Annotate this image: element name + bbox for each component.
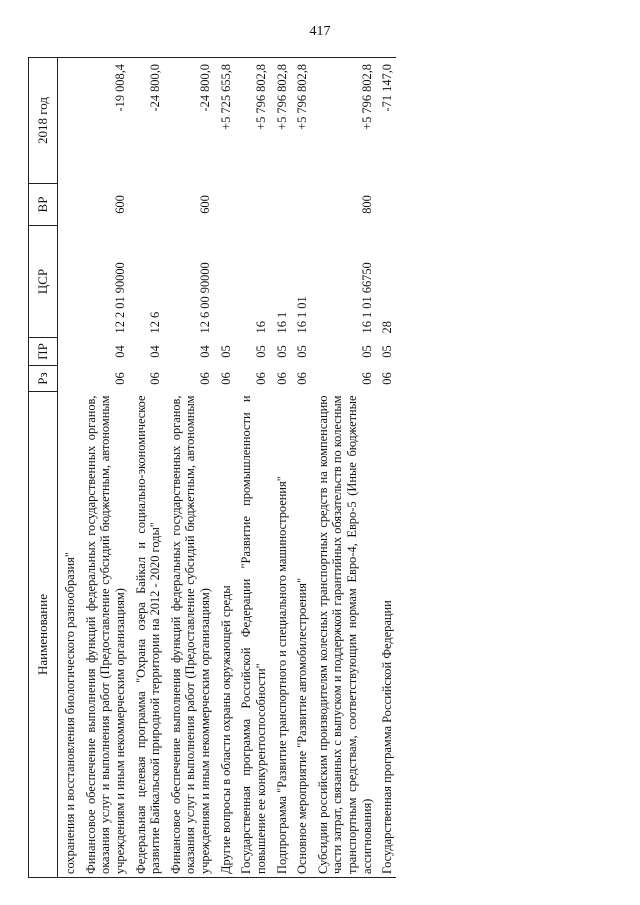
row-value: +5 796 802,8	[290, 58, 311, 184]
row-vr: 600	[112, 195, 127, 214]
row-rz: 06	[218, 372, 233, 385]
row-rz: 06	[198, 372, 212, 385]
table-row	[311, 58, 376, 878]
row-pr: 05	[253, 345, 268, 358]
rotated-table-container	[28, 58, 620, 878]
row-csr: 16 1	[274, 311, 289, 334]
row-vr: 800	[359, 195, 374, 214]
row-rz: 06	[295, 372, 310, 385]
table-header-row	[29, 58, 58, 878]
row-pr: 05	[218, 345, 233, 358]
row-vr	[234, 184, 269, 226]
row-vr	[290, 184, 311, 226]
row-pr: 04	[112, 345, 127, 358]
row-vr	[58, 184, 79, 226]
row-vr: 600	[198, 195, 212, 214]
row-rz	[58, 366, 79, 392]
row-pr: 05	[274, 345, 289, 358]
row-pr: 05	[380, 345, 395, 358]
row-value: -24 800,0	[164, 58, 214, 184]
row-rz: 06	[253, 372, 268, 385]
table-row	[234, 58, 269, 878]
row-rz: 06	[112, 372, 127, 385]
row-pr: 05	[359, 345, 374, 358]
row-value: +5 725 655,8	[214, 58, 235, 184]
row-name: Федеральная целевая программа "Охрана озера Байкал и социально-экономическое развитие Байкальской природной территории на 2012 - 2020 годы"	[129, 392, 164, 878]
table-row	[129, 58, 164, 878]
row-value: +5 796 802,8	[270, 58, 291, 184]
row-pr: 05	[295, 345, 310, 358]
row-value: +5 796 802,8	[311, 58, 376, 184]
row-name: Государственная программа Российской Федерации	[375, 392, 396, 878]
header-vr: ВР	[29, 184, 58, 226]
row-name: Подпрограмма "Развитие транспортного и специального машиностроения"	[270, 392, 291, 878]
row-csr: 16 1 01	[295, 296, 310, 334]
row-csr: 16	[253, 321, 268, 334]
row-csr: 12 6 00 90000	[198, 262, 212, 334]
row-name: Финансовое обеспечение выполнения функций федеральных государственных органов, оказания услуг и выполнения работ (Предоставление субсидий бюджетным, автономным учреждениям и иным некоммерческим организациям)	[164, 392, 214, 878]
row-csr	[58, 226, 79, 338]
header-name: Наименование	[29, 392, 58, 878]
table-row	[79, 58, 129, 878]
row-pr	[58, 338, 79, 366]
header-year: 2018 год	[29, 58, 58, 184]
row-name: Другие вопросы в области охраны окружающей среды	[214, 392, 235, 878]
table-row	[375, 58, 396, 878]
row-csr	[214, 226, 235, 338]
row-name: Финансовое обеспечение выполнения функций федеральных государственных органов, оказания услуг и выполнения работ (Предоставление субсидий бюджетным, автономным учреждениям и иным некоммерческим организациям)	[79, 392, 129, 878]
row-name: Основное мероприятие "Развитие автомобилестроения"	[290, 392, 311, 878]
budget-table	[28, 57, 396, 878]
header-rz: Рз	[29, 366, 58, 392]
row-vr	[375, 184, 396, 226]
row-rz: 06	[148, 372, 163, 385]
row-name: Субсидии российским производителям колесных транспортных средств на компенсацию части затрат, связанных с выпуском и поддержкой гарантийных обязательств по колесным транспортным средствам, соответствующим нормам Евро-4, Евро-5 (Иные бюджетные ассигнования)	[311, 392, 376, 878]
row-csr: 28	[380, 321, 395, 334]
row-name: Государственная программа Российской Федерации "Развитие промышленности и повышение ее конкурентоспособности"	[234, 392, 269, 878]
row-vr	[270, 184, 291, 226]
row-pr: 04	[148, 345, 163, 358]
row-value: +5 796 802,8	[234, 58, 269, 184]
table-row	[164, 58, 214, 878]
table-row	[290, 58, 311, 878]
table-row	[58, 58, 79, 878]
row-csr: 16 1 01 66750	[359, 262, 374, 334]
header-csr: ЦСР	[29, 226, 58, 338]
row-vr	[214, 184, 235, 226]
row-name: сохранения и восстановления биологического разнообразия"	[58, 392, 79, 878]
table-row	[214, 58, 235, 878]
row-value	[58, 58, 79, 184]
row-pr: 04	[198, 345, 212, 358]
row-vr	[129, 184, 164, 226]
row-value: -24 800,0	[129, 58, 164, 184]
row-rz: 06	[274, 372, 289, 385]
header-pr: ПР	[29, 338, 58, 366]
row-value: -71 147,0	[375, 58, 396, 184]
row-csr: 12 2 01 90000	[112, 262, 127, 334]
row-rz: 06	[359, 372, 374, 385]
page-number: 417	[309, 24, 331, 39]
table-row	[270, 58, 291, 878]
row-rz: 06	[380, 372, 395, 385]
row-csr: 12 6	[148, 311, 163, 334]
row-value: -19 008,4	[79, 58, 129, 184]
